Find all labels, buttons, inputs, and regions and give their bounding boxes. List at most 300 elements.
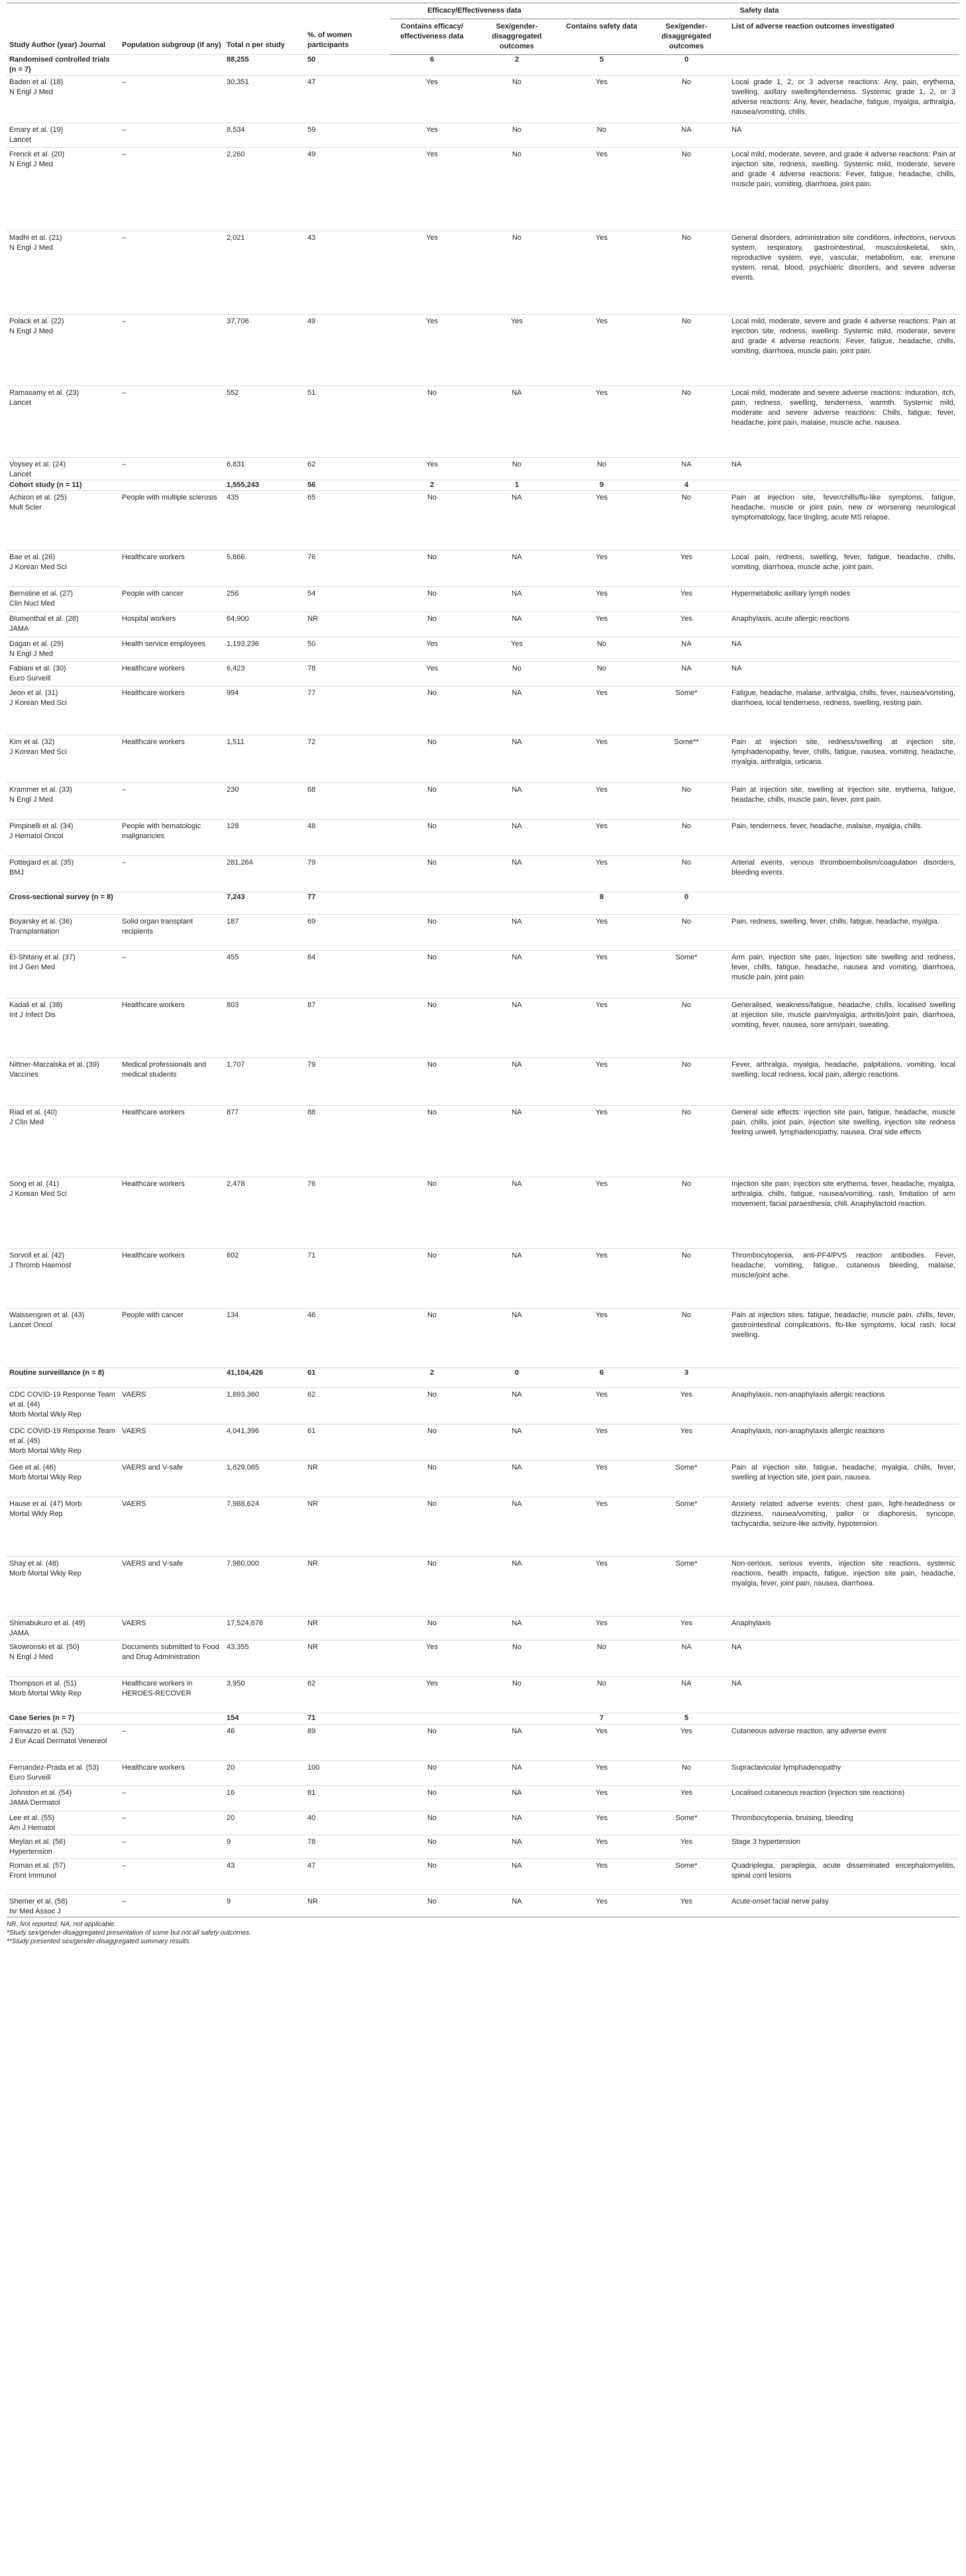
study-author: Bae et al. (26) bbox=[9, 553, 56, 561]
efficacy-sex-cell: NA bbox=[474, 1461, 559, 1497]
study-author: CDC COVID-19 Response Team et al. (44) bbox=[9, 1391, 115, 1409]
adverse-list-cell: Local mild, moderate, severe and grade 4 adverse reactions: Pain at injection site, redness, swelling. Systemic mild, moderate, severe and grade 4 adverse reactions: Fever, fatigue, headache, chills, vomiting, diarrhoea, muscle pain, joint pain. bbox=[729, 315, 959, 386]
study-journal: Mult Scler bbox=[9, 504, 42, 511]
population-cell: Documents submitted to Food and Drug Administration bbox=[119, 1640, 224, 1677]
safety-cell: No bbox=[559, 637, 644, 662]
safety-sex-cell: NA bbox=[644, 458, 729, 480]
women-cell: 68 bbox=[305, 783, 390, 820]
safety-cell: Yes bbox=[559, 1725, 644, 1761]
table-row bbox=[7, 1786, 959, 1811]
table-row bbox=[7, 315, 959, 386]
efficacy-sex-cell: No bbox=[474, 231, 559, 315]
efficacy-cell: No bbox=[390, 820, 474, 856]
efficacy-sex-cell: Yes bbox=[474, 637, 559, 662]
total-cell: 43,355 bbox=[224, 1640, 305, 1677]
safety-sex-cell: Some* bbox=[644, 686, 729, 735]
group-total: 7,243 bbox=[224, 892, 305, 915]
women-cell: 89 bbox=[305, 1725, 390, 1761]
group-label: Cohort study (n = 11) bbox=[7, 480, 119, 491]
group-women: 50 bbox=[305, 55, 390, 76]
women-cell: 81 bbox=[305, 1786, 390, 1811]
efficacy-sex-cell: NA bbox=[474, 1309, 559, 1368]
study-author: Shay et al. (48) bbox=[9, 1560, 59, 1568]
study-journal: J Korean Med Sci bbox=[9, 699, 67, 707]
efficacy-cell: No bbox=[390, 386, 474, 458]
adverse-list-cell: Quadriplegia, paraplegia, acute disseminated encephalomyelitis, spinal cord lesions bbox=[729, 1859, 959, 1895]
women-cell: 64 bbox=[305, 951, 390, 998]
header-study: Study Author (year) Journal bbox=[7, 3, 119, 55]
table-row bbox=[7, 612, 959, 637]
population-cell: Healthcare workers bbox=[119, 1761, 224, 1786]
total-cell: 6,831 bbox=[224, 458, 305, 480]
table-row bbox=[7, 1461, 959, 1497]
study-cell bbox=[7, 491, 119, 551]
group-total: 154 bbox=[224, 1713, 305, 1725]
adverse-list-cell: Anaphylaxis, acute allergic reactions bbox=[729, 612, 959, 637]
adverse-list-cell: Local mild, moderate and severe adverse reactions: Induration, itch, pain, redness, swelling, tenderness, warmth. Systemic mild, moderate and severe adverse reactions: Chills, fatigue, fever, headache, joint pain, malaise, muscle ache, nausea. bbox=[729, 386, 959, 458]
total-cell: 803 bbox=[224, 998, 305, 1058]
study-cell bbox=[7, 148, 119, 231]
safety-cell: No bbox=[559, 458, 644, 480]
adverse-list-cell: Thrombocytopenia, anti-PF4/PVS reaction antibodies. Fever, headache, vomiting, fatigue, cutaneous bleeding, malaise, muscle/joint ache. bbox=[729, 1249, 959, 1309]
adverse-list-cell: Anaphylaxis, non-anaphylaxis allergic reactions bbox=[729, 1388, 959, 1424]
footnote: *Study sex/gender-disaggregated presentation of some but not all safety outcomes. bbox=[7, 1929, 251, 1937]
table-row bbox=[7, 915, 959, 951]
study-author: Baden et al. (18) bbox=[9, 78, 64, 86]
efficacy-cell: No bbox=[390, 1557, 474, 1617]
group-safety-sex-count: 3 bbox=[644, 1368, 729, 1388]
population-cell: – bbox=[119, 1811, 224, 1835]
total-cell: 435 bbox=[224, 491, 305, 551]
safety-cell: Yes bbox=[559, 612, 644, 637]
table-row bbox=[7, 1309, 959, 1368]
table-row bbox=[7, 491, 959, 551]
safety-sex-cell: Some* bbox=[644, 1497, 729, 1557]
empty-cell bbox=[119, 55, 224, 76]
efficacy-sex-cell: NA bbox=[474, 612, 559, 637]
footnotes bbox=[7, 1920, 959, 1946]
study-author: Sorvoll et al. (42) bbox=[9, 1252, 65, 1260]
study-journal: Euro Surveill bbox=[9, 674, 51, 682]
women-cell: 79 bbox=[305, 856, 390, 892]
study-cell bbox=[7, 1811, 119, 1835]
safety-cell: Yes bbox=[559, 76, 644, 123]
table-row bbox=[7, 1895, 959, 1917]
efficacy-sex-cell: NA bbox=[474, 1177, 559, 1249]
adverse-list-cell: Injection site pain, injection site erythema, fever, headache, myalgia, arthralgia, chills, fatigue, nausea/vomiting, rash, limitation of arm movement, facial paraesthesia, chill. Anaphylactoid reaction. bbox=[729, 1177, 959, 1249]
study-author: Jeon et al. (31) bbox=[9, 689, 58, 697]
study-author: Bernstine et al. (27) bbox=[9, 590, 73, 598]
efficacy-cell: No bbox=[390, 856, 474, 892]
table-row bbox=[7, 820, 959, 856]
study-author: Riad et al. (40) bbox=[9, 1108, 58, 1116]
group-safety-count: 6 bbox=[559, 1368, 644, 1388]
study-author: El-Shitany et al. (37) bbox=[9, 953, 76, 961]
total-cell: 230 bbox=[224, 783, 305, 820]
population-cell: People with cancer bbox=[119, 587, 224, 612]
safety-cell: Yes bbox=[559, 1249, 644, 1309]
empty-cell bbox=[729, 1713, 959, 1725]
table-row bbox=[7, 123, 959, 148]
header-safety-group: Safety data bbox=[559, 3, 959, 19]
women-cell: 69 bbox=[305, 915, 390, 951]
group-efficacy-sex-count bbox=[474, 1713, 559, 1725]
efficacy-cell: No bbox=[390, 735, 474, 783]
study-cell bbox=[7, 998, 119, 1058]
study-cell bbox=[7, 783, 119, 820]
safety-cell: Yes bbox=[559, 1859, 644, 1895]
safety-sex-cell: No bbox=[644, 315, 729, 386]
efficacy-cell: No bbox=[390, 1388, 474, 1424]
efficacy-cell: Yes bbox=[390, 458, 474, 480]
women-cell: 65 bbox=[305, 491, 390, 551]
group-label: Randomised controlled trials (n = 7) bbox=[7, 55, 119, 76]
efficacy-cell: No bbox=[390, 998, 474, 1058]
group-label: Case Series (n = 7) bbox=[7, 1713, 119, 1725]
safety-cell: Yes bbox=[559, 1309, 644, 1368]
women-cell: 49 bbox=[305, 148, 390, 231]
study-author: Fabiani et al. (30) bbox=[9, 665, 66, 672]
adverse-list-cell: Localised cutaneous reaction (injection site reactions) bbox=[729, 1786, 959, 1811]
study-author: Pimpinelli et al. (34) bbox=[9, 822, 74, 830]
safety-cell: Yes bbox=[559, 1811, 644, 1835]
empty-cell bbox=[119, 1713, 224, 1725]
population-cell: People with cancer bbox=[119, 1309, 224, 1368]
table-header bbox=[7, 3, 959, 55]
efficacy-sex-cell: NA bbox=[474, 1761, 559, 1786]
safety-cell: Yes bbox=[559, 998, 644, 1058]
safety-sex-cell: Yes bbox=[644, 551, 729, 587]
study-cell bbox=[7, 1859, 119, 1895]
population-cell: – bbox=[119, 951, 224, 998]
adverse-list-cell: Arm pain, injection site pain, injection site swelling and redness, fever, chills, fatigue, headache, nausea and vomiting, diarrhoea, muscle pain, joint pain. bbox=[729, 951, 959, 998]
efficacy-sex-cell: NA bbox=[474, 686, 559, 735]
study-cell bbox=[7, 1177, 119, 1249]
total-cell: 4,041,396 bbox=[224, 1424, 305, 1461]
group-efficacy-count: 2 bbox=[390, 480, 474, 491]
study-cell bbox=[7, 1617, 119, 1640]
study-journal: J Clin Med bbox=[9, 1118, 44, 1126]
adverse-list-cell: General disorders, administration site conditions, infections, nervous system, respiratory, gastrointestinal, musculoskeletal, skin, reproductive system, eye, vascular, metabolism, ear, immune system, renal, blood, psychiatric disorders, and severe adverse events. bbox=[729, 231, 959, 315]
women-cell: 43 bbox=[305, 231, 390, 315]
women-cell: 50 bbox=[305, 637, 390, 662]
total-cell: 877 bbox=[224, 1106, 305, 1177]
study-cell bbox=[7, 1309, 119, 1368]
total-cell: 8,534 bbox=[224, 123, 305, 148]
table-row bbox=[7, 76, 959, 123]
safety-cell: No bbox=[559, 1640, 644, 1677]
adverse-list-cell: NA bbox=[729, 458, 959, 480]
study-journal: N Engl J Med bbox=[9, 327, 54, 335]
efficacy-cell: No bbox=[390, 1859, 474, 1895]
women-cell: 77 bbox=[305, 686, 390, 735]
efficacy-sex-cell: NA bbox=[474, 551, 559, 587]
efficacy-sex-cell: NA bbox=[474, 783, 559, 820]
women-cell: 87 bbox=[305, 998, 390, 1058]
adverse-list-cell: Pain at injection site, swelling at injection site, erythema, fatigue, headache, chills, muscle pain, fever, joint pain. bbox=[729, 783, 959, 820]
efficacy-cell: Yes bbox=[390, 123, 474, 148]
population-cell: VAERS and V-safe bbox=[119, 1557, 224, 1617]
safety-cell: Yes bbox=[559, 1497, 644, 1557]
total-cell: 37,706 bbox=[224, 315, 305, 386]
study-author: Thompson et al. (51) bbox=[9, 1680, 77, 1688]
efficacy-sex-cell: NA bbox=[474, 1058, 559, 1106]
adverse-list-cell: General side effects: injection site pain, fatigue, headache, muscle pain, chills, joint pain, injection site swelling, injection site redness feeling unwell, lymphadenopathy, nausea. Oral side effects bbox=[729, 1106, 959, 1177]
group-label: Cross-sectional survey (n = 8) bbox=[7, 892, 119, 915]
women-cell: 88 bbox=[305, 1106, 390, 1177]
safety-cell: No bbox=[559, 662, 644, 686]
study-author: Madhi et al. (21) bbox=[9, 234, 62, 242]
group-efficacy-count bbox=[390, 1713, 474, 1725]
women-cell: 47 bbox=[305, 76, 390, 123]
total-cell: 9 bbox=[224, 1895, 305, 1917]
efficacy-sex-cell: NA bbox=[474, 386, 559, 458]
study-journal: JAMA bbox=[9, 1629, 29, 1637]
study-author: Shimabukuro et al. (49) bbox=[9, 1619, 85, 1627]
total-cell: 256 bbox=[224, 587, 305, 612]
total-cell: 3,950 bbox=[224, 1677, 305, 1713]
efficacy-sex-cell: NA bbox=[474, 1106, 559, 1177]
safety-cell: Yes bbox=[559, 1177, 644, 1249]
study-author: Shemer et al. (58) bbox=[9, 1898, 68, 1905]
total-cell: 43 bbox=[224, 1859, 305, 1895]
total-cell: 16 bbox=[224, 1786, 305, 1811]
footnote: NR, Not reported; NA, not applicable. bbox=[7, 1921, 117, 1928]
header-efficacy-group: Efficacy/Effectiveness data bbox=[390, 3, 559, 19]
total-cell: 64,900 bbox=[224, 612, 305, 637]
group-efficacy-sex-count bbox=[474, 892, 559, 915]
study-cell bbox=[7, 612, 119, 637]
group-label: Routine surveillance (n = 8) bbox=[7, 1368, 119, 1388]
total-cell: 17,524,676 bbox=[224, 1617, 305, 1640]
group-row bbox=[7, 1713, 959, 1725]
study-author: Frenck et al. (20) bbox=[9, 150, 65, 158]
efficacy-sex-cell: No bbox=[474, 1640, 559, 1677]
adverse-list-cell: Pain at injection site, fever/chills/flu-like symptoms, fatigue, headache, muscle or joint pain, new or worsening neurological symptomatology, face tingling, acute MS relapse. bbox=[729, 491, 959, 551]
study-author: CDC COVID-19 Response Team et al. (45) bbox=[9, 1427, 115, 1445]
table-row bbox=[7, 1388, 959, 1424]
women-cell: 40 bbox=[305, 1811, 390, 1835]
women-cell: 46 bbox=[305, 1309, 390, 1368]
efficacy-cell: No bbox=[390, 686, 474, 735]
table-row bbox=[7, 1859, 959, 1895]
adverse-list-cell: Pain, tenderness, fever, headache, malaise, myalgia, chills. bbox=[729, 820, 959, 856]
women-cell: 51 bbox=[305, 386, 390, 458]
adverse-list-cell: NA bbox=[729, 123, 959, 148]
population-cell: Health service employees bbox=[119, 637, 224, 662]
adverse-list-cell: Anaphylaxis bbox=[729, 1617, 959, 1640]
adverse-list-cell: NA bbox=[729, 637, 959, 662]
study-author: Kadali et al. (38) bbox=[9, 1001, 63, 1009]
empty-cell bbox=[119, 1368, 224, 1388]
population-cell: VAERS and V-safe bbox=[119, 1461, 224, 1497]
study-author: Pottegard et al. (35) bbox=[9, 859, 74, 867]
safety-sex-cell: NA bbox=[644, 662, 729, 686]
study-author: Voysey et al. (24) bbox=[9, 460, 66, 468]
safety-sex-cell: No bbox=[644, 1249, 729, 1309]
safety-cell: Yes bbox=[559, 1424, 644, 1461]
efficacy-cell: No bbox=[390, 1761, 474, 1786]
study-author: Polack et al. (22) bbox=[9, 317, 64, 325]
safety-sex-cell: No bbox=[644, 386, 729, 458]
total-cell: 281,264 bbox=[224, 856, 305, 892]
efficacy-sex-cell: NA bbox=[474, 998, 559, 1058]
women-cell: 100 bbox=[305, 1761, 390, 1786]
population-cell: Healthcare workers in HEROES-RECOVER bbox=[119, 1677, 224, 1713]
study-journal: N Engl J Med bbox=[9, 650, 54, 658]
women-cell: 62 bbox=[305, 458, 390, 480]
empty-cell bbox=[729, 55, 959, 76]
study-cell bbox=[7, 76, 119, 123]
women-cell: NR bbox=[305, 1895, 390, 1917]
study-cell bbox=[7, 1388, 119, 1424]
study-author: Achiron et al. (25) bbox=[9, 494, 67, 502]
population-cell: People with multiple sclerosis bbox=[119, 491, 224, 551]
safety-cell: Yes bbox=[559, 735, 644, 783]
table-row bbox=[7, 587, 959, 612]
study-author: Gee et al. (46) bbox=[9, 1464, 56, 1472]
safety-sex-cell: Some** bbox=[644, 735, 729, 783]
study-journal: Morb Mortal Wkly Rep bbox=[9, 1690, 81, 1697]
study-journal: Isr Med Assoc J bbox=[9, 1907, 61, 1915]
table-body bbox=[7, 55, 959, 1917]
study-journal: N Engl J Med bbox=[9, 244, 54, 252]
table-row bbox=[7, 1677, 959, 1713]
safety-cell: Yes bbox=[559, 820, 644, 856]
group-women: 71 bbox=[305, 1713, 390, 1725]
study-journal: Front Immunol bbox=[9, 1872, 56, 1880]
total-cell: 134 bbox=[224, 1309, 305, 1368]
total-cell: 602 bbox=[224, 1249, 305, 1309]
efficacy-sex-cell: NA bbox=[474, 951, 559, 998]
table-row bbox=[7, 1617, 959, 1640]
efficacy-cell: No bbox=[390, 1895, 474, 1917]
adverse-list-cell: Local mild, moderate, severe, and grade 4 adverse reactions: Pain at injection site, redness, swelling. Systemic mild, moderate, severe and grade 4 adverse reactions: Fever, fatigue, headache, chills, muscle pain, vomiting, diarrhoea, joint pain. bbox=[729, 148, 959, 231]
study-author: Boyarsky et al. (36) bbox=[9, 918, 72, 926]
women-cell: 76 bbox=[305, 551, 390, 587]
women-cell: NR bbox=[305, 1557, 390, 1617]
safety-sex-cell: No bbox=[644, 231, 729, 315]
adverse-list-cell: Pain at injection sites, fatigue, headache, muscle pain, chills, fever, gastrointestinal complications, flu-like symptoms, local rash, local swelling. bbox=[729, 1309, 959, 1368]
efficacy-cell: No bbox=[390, 1811, 474, 1835]
study-journal: J Korean Med Sci bbox=[9, 563, 67, 571]
safety-cell: Yes bbox=[559, 1557, 644, 1617]
empty-cell bbox=[119, 480, 224, 491]
safety-cell: Yes bbox=[559, 1786, 644, 1811]
table-row bbox=[7, 998, 959, 1058]
efficacy-cell: Yes bbox=[390, 1640, 474, 1677]
study-cell bbox=[7, 1058, 119, 1106]
group-women: 77 bbox=[305, 892, 390, 915]
study-author: Farinazzo et al. (52) bbox=[9, 1727, 74, 1735]
header-population: Population subgroup (if any) bbox=[119, 3, 224, 55]
study-cell bbox=[7, 856, 119, 892]
study-journal: Lancet Oncol bbox=[9, 1321, 52, 1329]
population-cell: – bbox=[119, 1725, 224, 1761]
safety-sex-cell: Some* bbox=[644, 1461, 729, 1497]
table-row bbox=[7, 231, 959, 315]
efficacy-cell: No bbox=[390, 1617, 474, 1640]
efficacy-sex-cell: NA bbox=[474, 856, 559, 892]
population-cell: – bbox=[119, 231, 224, 315]
group-total: 88,255 bbox=[224, 55, 305, 76]
efficacy-sex-cell: NA bbox=[474, 1835, 559, 1859]
efficacy-cell: Yes bbox=[390, 637, 474, 662]
population-cell: – bbox=[119, 386, 224, 458]
adverse-list-cell: NA bbox=[729, 1640, 959, 1677]
efficacy-cell: Yes bbox=[390, 148, 474, 231]
women-cell: 71 bbox=[305, 1249, 390, 1309]
safety-sex-cell: NA bbox=[644, 1677, 729, 1713]
header-women: %. of women participants bbox=[305, 3, 390, 55]
study-journal: Morb Mortal Wkly Rep bbox=[9, 1447, 81, 1455]
efficacy-sex-cell: NA bbox=[474, 1557, 559, 1617]
study-cell bbox=[7, 386, 119, 458]
safety-sex-cell: No bbox=[644, 1761, 729, 1786]
safety-cell: Yes bbox=[559, 148, 644, 231]
empty-cell bbox=[119, 892, 224, 915]
efficacy-sex-cell: NA bbox=[474, 1249, 559, 1309]
safety-cell: Yes bbox=[559, 1388, 644, 1424]
table-row bbox=[7, 686, 959, 735]
women-cell: 54 bbox=[305, 587, 390, 612]
group-row bbox=[7, 55, 959, 76]
study-journal: Lancet bbox=[9, 136, 32, 144]
study-cell bbox=[7, 735, 119, 783]
efficacy-cell: No bbox=[390, 1835, 474, 1859]
population-cell: Medical professionals and medical students bbox=[119, 1058, 224, 1106]
women-cell: 61 bbox=[305, 1424, 390, 1461]
table-row bbox=[7, 458, 959, 480]
total-cell: 20 bbox=[224, 1761, 305, 1786]
total-cell: 7,988,624 bbox=[224, 1497, 305, 1557]
safety-cell: Yes bbox=[559, 231, 644, 315]
population-cell: VAERS bbox=[119, 1424, 224, 1461]
study-cell bbox=[7, 1761, 119, 1786]
total-cell: 128 bbox=[224, 820, 305, 856]
study-author: Dagan et al. (29) bbox=[9, 640, 64, 648]
adverse-list-cell: Thrombocytopenia, bruising, bleeding bbox=[729, 1811, 959, 1835]
safety-sex-cell: No bbox=[644, 1058, 729, 1106]
population-cell: – bbox=[119, 458, 224, 480]
adverse-list-cell: NA bbox=[729, 662, 959, 686]
safety-cell: Yes bbox=[559, 783, 644, 820]
total-cell: 2,478 bbox=[224, 1177, 305, 1249]
group-safety-sex-count: 5 bbox=[644, 1713, 729, 1725]
study-journal: J Thromb Haemost bbox=[9, 1261, 72, 1269]
study-cell bbox=[7, 1895, 119, 1917]
study-author: Johnston et al. (54) bbox=[9, 1789, 72, 1797]
safety-sex-cell: Yes bbox=[644, 1725, 729, 1761]
study-cell bbox=[7, 231, 119, 315]
footnote: **Study presented sex/gender-disaggregated summary results. bbox=[7, 1938, 191, 1945]
study-cell bbox=[7, 123, 119, 148]
study-journal: Int J Gen Med bbox=[9, 963, 56, 971]
efficacy-sex-cell: NA bbox=[474, 1725, 559, 1761]
safety-cell: Yes bbox=[559, 1895, 644, 1917]
group-women: 56 bbox=[305, 480, 390, 491]
safety-sex-cell: Yes bbox=[644, 1835, 729, 1859]
efficacy-cell: No bbox=[390, 1725, 474, 1761]
total-cell: 1,511 bbox=[224, 735, 305, 783]
safety-cell: No bbox=[559, 1677, 644, 1713]
group-safety-sex-count: 0 bbox=[644, 55, 729, 76]
women-cell: 78 bbox=[305, 1835, 390, 1859]
study-cell bbox=[7, 1835, 119, 1859]
total-cell: 1,193,236 bbox=[224, 637, 305, 662]
total-cell: 2,021 bbox=[224, 231, 305, 315]
efficacy-sex-cell: No bbox=[474, 1677, 559, 1713]
